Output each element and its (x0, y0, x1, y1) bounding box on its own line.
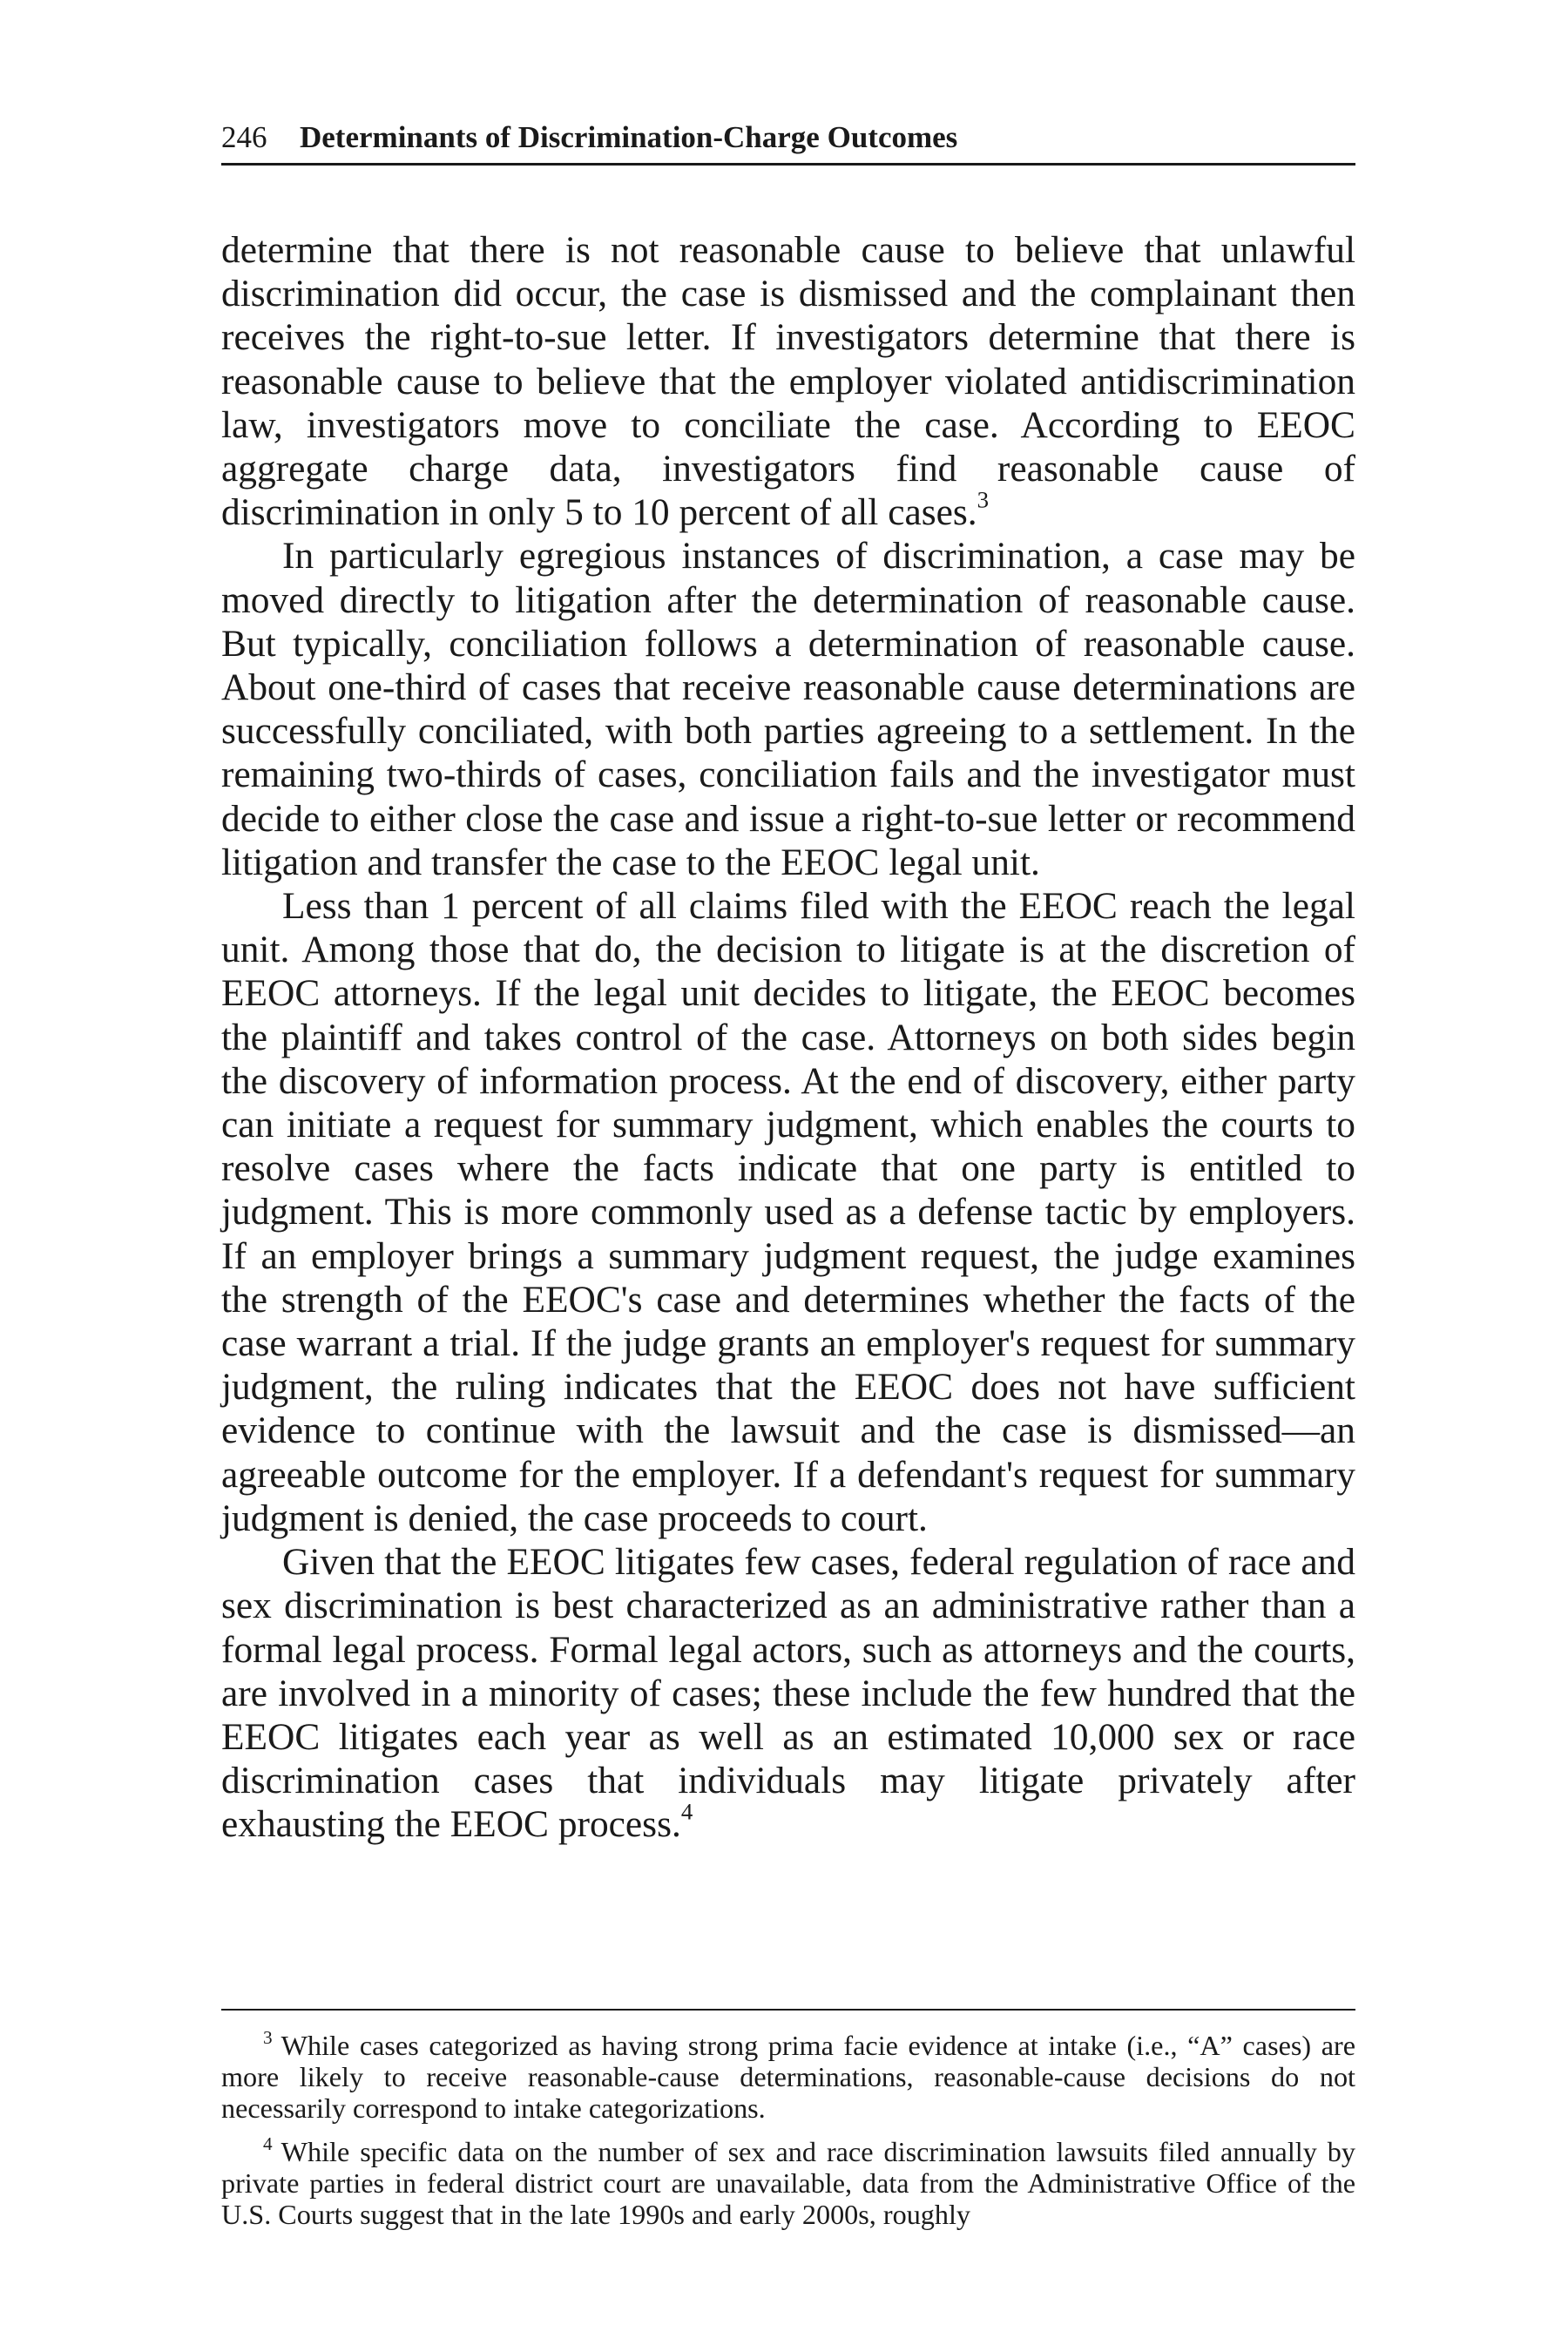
body-text (221, 228, 1355, 1847)
paragraph-2: In particularly egregious instances of discrimination, a case may be moved directly to litigation after the determination of reasonable cause. But typically, conciliation follows a determination of reasonable cause. About one-third of cases that receive reasonable cause determinations are successfully conciliated, with both parties agreeing to a settlement. In the remaining two-thirds of cases, conciliation fails and the investigator must decide to either close the case and issue a right-to-sue letter or recommend litigation and transfer the case to the EEOC legal unit. (221, 535, 1355, 883)
paragraph-1-text: determine that there is not reasonable cause to believe that unlawful discrimination did occur, the case is dismissed and the complainant then receives the right-to-sue letter. If investigators determine that there is reasonable cause to believe that the employer violated antidiscrimination law, investigators move to conciliate the case. According to EEOC aggregate charge data, investigators find reasonable cause of discrimination in only 5 to 10 percent of all cases. (221, 229, 1355, 534)
paragraph-4-text: Given that the EEOC litigates few cases, federal regulation of race and sex discrimination is best characterized as an administrative rather than a formal legal process. Formal legal actors, such as attorneys and the courts, are involved in a minority of cases; these include the few hundred that the EEOC litigates each year as well as an estimated 10,000 sex or race discrimination cases that individuals may litigate privately after exhausting the EEOC process. (221, 1541, 1355, 1846)
running-head (221, 120, 1355, 166)
paragraph-1 (221, 228, 1355, 534)
running-head-title: Determinants of Discrimination-Charge Outcomes (300, 120, 958, 154)
footnotes (221, 2027, 1355, 2242)
book-page (221, 0, 1355, 2352)
footnote-ref-4[interactable]: 4 (680, 1798, 693, 1825)
footnote-divider (221, 2009, 1355, 2011)
footnote-ref-3[interactable]: 3 (977, 486, 990, 513)
footnote-4 (221, 2133, 1355, 2230)
footnote-3 (221, 2027, 1355, 2124)
paragraph-4 (221, 1540, 1355, 1846)
footnote-mark: 3 (263, 2027, 273, 2049)
footnote-text: While specific data on the number of sex and race discrimination lawsuits filed annually by private parties in federal district court are unavailable, data from the Administrative Office of the U.S. Courts suggest that in the late 1990s and early 2000s, roughly (221, 2136, 1355, 2230)
footnote-text: While cases categorized as having strong prima facie evidence at intake (i.e., “A” cases) are more likely to receive reasonable-cause determinations, reasonable-cause decisions do not necessarily correspond to intake categorizations. (221, 2030, 1355, 2124)
footnote-mark: 4 (263, 2133, 273, 2155)
page-number: 246 (221, 120, 267, 154)
paragraph-3: Less than 1 percent of all claims filed with the EEOC reach the legal unit. Among those that do, the decision to litigate is at the discretion of EEOC attorneys. If the legal unit decides to litigate, the EEOC becomes the plaintiff and takes control of the case. Attorneys on both sides begin the discovery of information process. At the end of discovery, either party can initiate a request for summary judgment, which enables the courts to resolve cases where the facts indicate that one party is entitled to judgment. This is more commonly used as a defense tactic by employers. If an employer brings a summary judgment request, the judge examines the strength of the EEOC's case and determines whether the facts of the case warrant a trial. If the judge grants an employer's request for summary judgment, the ruling indicates that the EEOC does not have sufficient evidence to continue with the lawsuit and the case is dismissed—an agreeable outcome for the employer. If a defendant's request for summary judgment is denied, the case proceeds to court. (221, 885, 1355, 1539)
